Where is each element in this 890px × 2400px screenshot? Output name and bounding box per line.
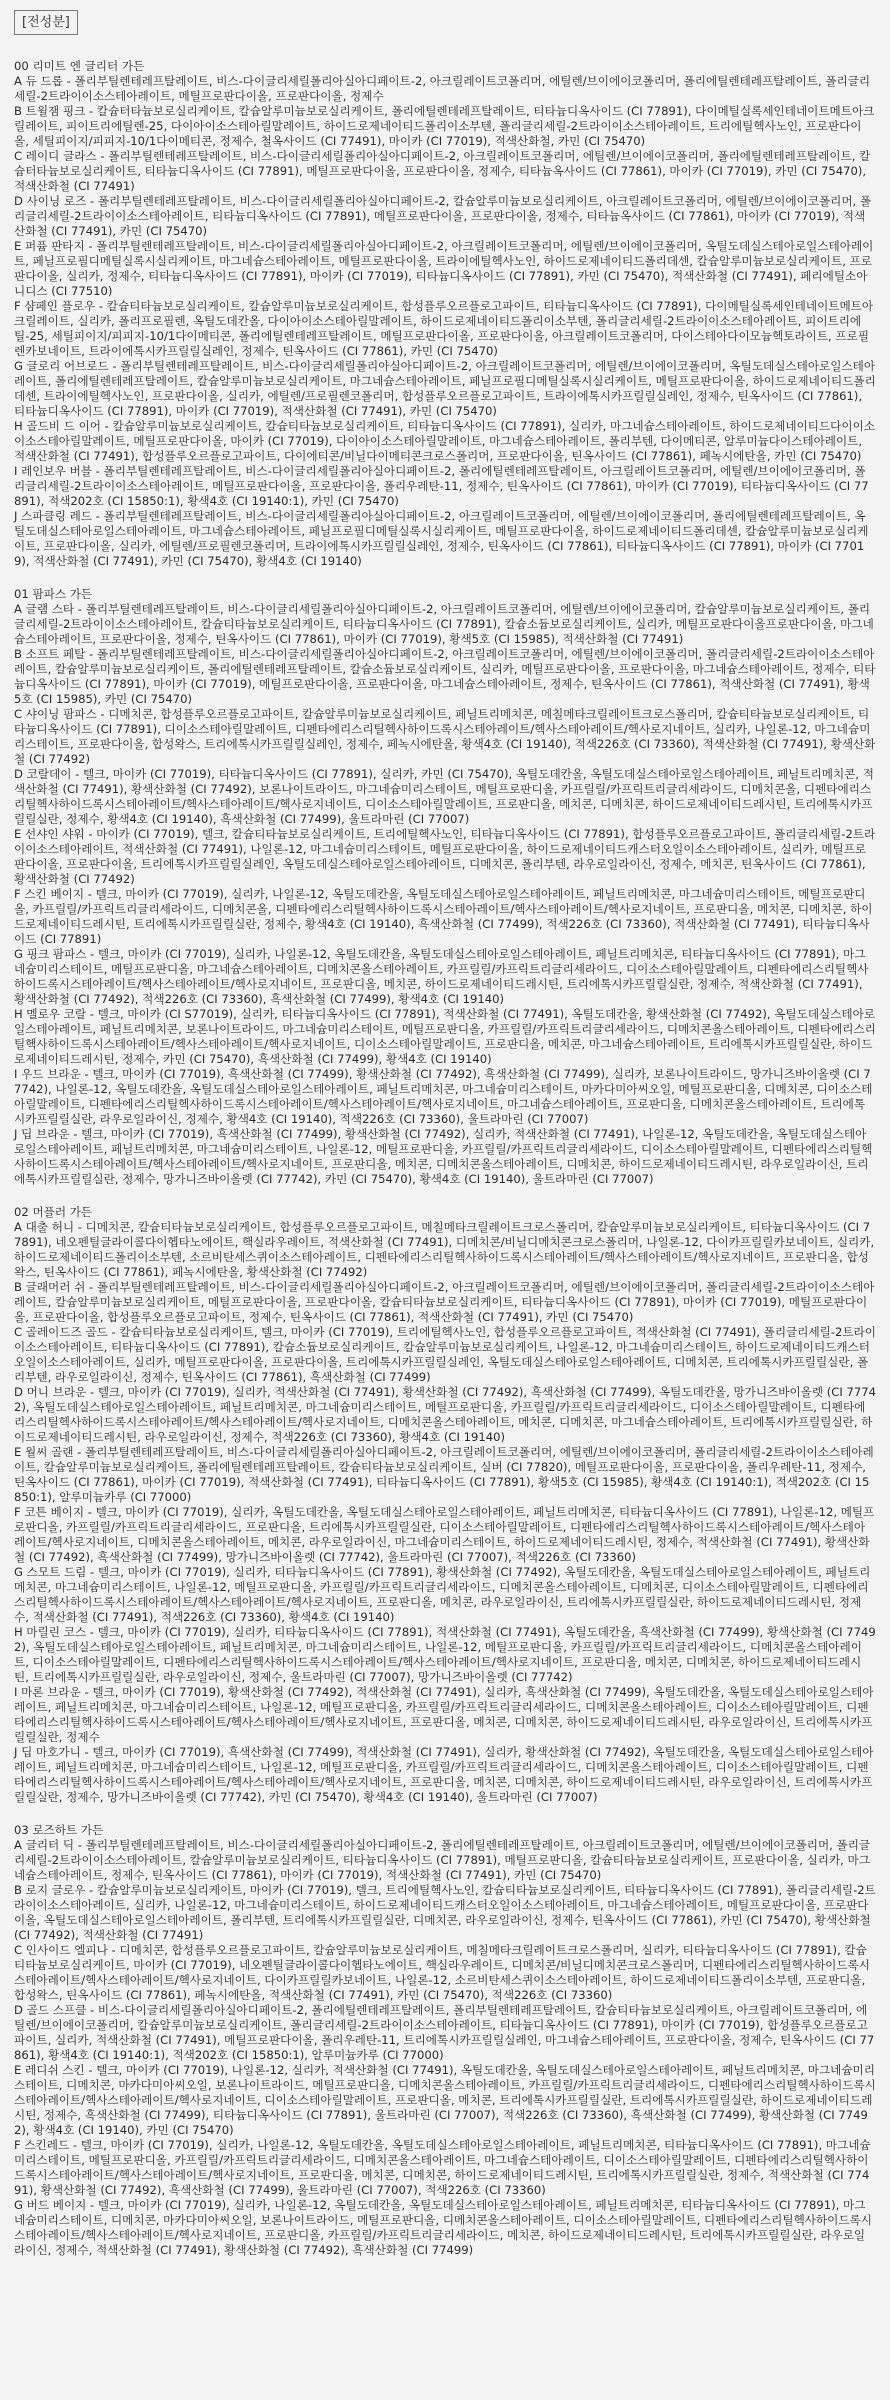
shade-ingredient-list: A 글리터 딕 - 폴리부틸렌테레프탈레이트, 비스-다이글리세릴폴리아실아디페이트-2, 폴리에틸렌테레프탈레이트, 아크릴레이트코폴리머, 에틸렌/브이에이코폴리머, 폴리글리세릴-2트라이이소스테아레이트, 칼슘알루미늄보로실리케이트, 티타늄디옥사이드 (CI 77891), 메틸프로판디올, 칼슘티타늄보로실리케이트, 프로판다이올, 실리카, 마그네슘스테아레이트, 정제수, 틴옥사이드 (CI 77861), 마이카 (CI 77019), 적색산화철 (CI 77491), 카민 (CI 75470) [14, 1838, 871, 1882]
shade-ingredient-list: E 퍼퓸 판타지 - 폴리부틸렌테레프탈레이트, 비스-다이글리세릴폴리아실아디페이트-2, 아크릴레이트코폴리머, 에틸렌/브이에이코폴리머, 옥틸도데실스테아로일스테아레이트, 페닐프로필디메틸실록시실리케이트, 마그네슘스테아레이트, 메틸프로판다이올, 트라이에틸헥사노인, 하이드로제네이티드폴리데센, 칼슘알루미늄보로실리케이트, 프로판다이올, 실리카, 정제수, 티타늄디옥사이드 (CI 77891), 마이카 (CI 77019), 티타늄디옥사이드 (CI 77891), 카민 (CI 75470), 적색산화철 (CI 77491), 페리에틸소아니디스 (CI 77510) [14, 239, 874, 298]
section-title: 03 로즈하트 가든 [14, 1823, 104, 1837]
section-title: 02 머플러 가든 [14, 1205, 93, 1219]
ingredient-section [14, 1823, 876, 2258]
shade-ingredient-list: C 샤이닝 팜파스 - 디메치콘, 합성플루오르플로고파이트, 칼슘알루미늄보로실리케이트, 페닐트리메치콘, 메칠메타크릴레이트크로스폴리머, 칼슘티타늄보로실리케이트, 티타늄디옥사이드 (CI 77891), 디이소스테아릴말레이트, 디펜타에리스리틸헥사하이드록시스테아레이트/헥사스테아레이트/헥사로지네이트, 실리카, 나일론-12, 마그네슘미리스테이트, 프로판다이올, 합성왁스, 트리에톡시카프릴릴실레인, 정제수, 페녹시에탄올, 황색4호 (CI 19140), 적색226호 (CI 73360), 적색산화철 (CI 77491), 황색산화철 (CI 77492) [14, 707, 876, 766]
shade-ingredient-list: E 월씨 골랜 - 폴리부틸렌테레프탈레이트, 비스-다이글리세릴폴리아실아디페이트-2, 아크릴레이트코폴리머, 에틸렌/브이에이코폴리머, 폴리글리세릴-2트라이이소스테아레이트, 칼슘알루미늄보로실리케이트, 폴리에틸렌테레프탈레이트, 칼슘티타늄보로실리케이트, 실버 (CI 77820), 메틸프로판다이올, 프로판다이올, 폴리우레탄-11, 정제수, 틴옥사이드 (CI 77861), 마이카 (CI 77019), 적색산화철 (CI 77491), 티타늄디옥사이드 (CI 77891), 황색5호 (CI 15985), 황색4호 (CI 19140:1), 적색202호 (CI 15850:1), 알루미늄카루 (CI 77000) [14, 1445, 874, 1504]
shade-ingredient-list: I 우드 브라운 - 텔크, 마이카 (CI 77019), 흑색산화철 (CI 77499), 황색산화철 (CI 77492), 흑색산화철 (CI 77499), 실리카, 보론나이트라이드, 망가니즈바이올렛 (CI 77742), 나일론-12, 옥틸도데칸올, 옥틸도데실스테아로일스테아레이트, 페닐트리메치콘, 마그네슘미리스테이트, 마카다미아씨오일, 메틸프로판디올, 디메치콘, 디이소스테아릴말레이트, 디펜타에리스리틸헥사하이드록시스테아레이트/헥사스테아레이트/헥사로지네이트, 마그네슘스테아레이트, 프로판디올, 디메치콘올스테아레이트, 트리에톡시카프릴릴실란, 라우로일라이신, 정제수, 황색4호 (CI 19140), 적색226호 (CI 73360), 울트라마린 (CI 77007) [14, 1067, 873, 1126]
shade-ingredient-list: A 듀 드롭 - 폴리부틸렌테레프탈레이트, 비스-다이글리세릴폴리아실아디페이트-2, 아크릴레이트코폴리머, 에틸렌/브이에이코폴리머, 폴리에틸렌테레프탈레이트, 폴리글리세릴-2트라이이소스테아레이트, 메틸프로판다이올, 프로판다이올, 정제수 [14, 74, 871, 103]
shade-ingredient-list: A 글램 스타 - 폴리부틸렌테레프탈레이트, 비스-다이글리세릴폴리아실아디페이트-2, 아크릴레이트코폴리머, 에틸렌/브이에이코폴리머, 칼슘알루미늄보로실리케이트, 폴리글리세릴-2트라이이소스테아레이트, 칼슘티타늄보로실리케이트, 티타늄디옥사이드 (CI 77891), 칼슘소듐보로실리케이트, 실리카, 메틸프로판다이올프로판다이올, 마그네슘스테아레이트, 프로판다이올, 정제수, 틴옥사이드 (CI 77861), 마이카 (CI 77019), 황색5호 (CI 15985), 적색산화철 (CI 77491) [14, 602, 874, 646]
section-title: 01 팜파스 가든 [14, 587, 93, 601]
shade-ingredient-list: G 핑크 팜파스 - 텔크, 마이카 (CI 77019), 실리카, 나일론-12, 옥틸도데칸올, 옥틸도데실스테아로일스테아레이트, 페닐트리메치콘, 티타늄디옥사이드 (CI 77891), 마그네슘미리스테이트, 메틸프로판디올, 마그네슘스테아레이트, 디메치콘올스테아레이트, 카프릴릴/카프릭트리글리세라이드, 디이소스테아릴말레이트, 디펜타에리스리틸헥사하이드록시스테아레이트/헥사스테아레이트/헥사로지네이트, 프로판디올, 메치콘, 하이드로제네이티드레시틴, 트리에톡시카프릴릴실란, 정제수, 적색산화철 (CI 77491), 황색산화철 (CI 77492), 적색226호 (CI 73360), 흑색산화철 (CI 77499), 황색4호 (CI 19140) [14, 947, 869, 1006]
shade-ingredient-list: H 멜로우 코랄 - 텔크, 마이카 (CI S77019), 실리카, 티타늄디옥사이드 (CI 77891), 적색산화철 (CI 77491), 옥틸도데칸올, 황색산화철 (CI 77492), 옥틸도데실스테아로일스테아레이트, 페닐트리메치콘, 보론나이트라이드, 마그네슘미리스테이트, 메틸프로판디올, 카프릴릴/카프릭트리글리세라이드, 디메치콘올스테아레이트, 디펜타에리스리틸헥사하이드록시스테아레이트/헥사스테아레이트/헥사로지네이트, 디이소스테아릴말레이트, 프로판디올, 메치콘, 마그네슘스테아레이트, 트리에톡시카프릴릴실란, 하이드로제네이티드레시틴, 정제수, 카민 (CI 75470), 흑색산화철 (CI 77499), 황색4호 (CI 19140) [14, 1007, 876, 1066]
shade-ingredient-list: B 글래머러 쉬 - 폴리부틸렌테레프탈레이트, 비스-다이글리세릴폴리아실아디페이트-2, 아크릴레이트코폴리머, 에틸렌/브이에이코폴리머, 폴리글리세릴-2트라이이소스테아레이트, 칼슘알루미늄보로실리케이트, 메틸프로판다이올, 프로판다이올, 칼슘티타늄보로실리케이트, 티타늄디옥사이드 (CI 77891), 마이카 (CI 77019), 메틸프로판다이올, 프로판다이올, 합성플루오르플로고파이트, 정제수, 틴옥사이드 (CI 77861), 적색산화철 (CI 77491), 카민 (CI 75470) [14, 1280, 875, 1324]
shade-ingredient-list: D 사이닝 로즈 - 폴리부틸렌테레프탈레이트, 비스-다이글리세릴폴리아실아디페이트-2, 칼슘알루미늄보로실리케이트, 아크릴레이트코폴리머, 에틸렌/브이에이코폴리머, 폴리글리세릴-2트라이이소스테아레이트, 티타늄디옥사이드 (CI 77891), 메틸프로판다이올, 프로판다이올, 정제수, 티타늄옥사이드 (CI 77861), 마이카 (CI 77019), 적색산화철 (CI 77491), 카민 (CI 75470) [14, 194, 872, 238]
ingredient-section [14, 1205, 876, 1805]
shade-ingredient-list: D 코랄데이 - 텔크, 마이카 (CI 77019), 티타늄디옥사이드 (CI 77891), 실리카, 카민 (CI 75470), 옥틸도데칸올, 옥틸도데실스테아로일스테아레이트, 페닐트리메치콘, 적색산화철 (CI 77491), 황색산화철 (CI 77492), 보론나이트라이드, 마그네슘미리스테이트, 메틸프로판디올, 카프릴릴/카프릭트리글리세라이드, 디메치콘올, 디펜타에리스리틸헥사하이드록시스테아레이트/헥사스테아레이트/헥사로지네이트, 디이소스테아릴말레이트, 프로판디올, 메치콘, 디메치콘, 하이드로제네이티드레시틴, 트리에톡시카프릴릴실란, 정제수, 황색4호 (CI 19140), 흑색산화철 (CI 77499), 울트라마린 (CI 77007) [14, 767, 874, 826]
shade-ingredient-list: F 스킨레드 - 텔크, 마이카 (CI 77019), 실리카, 나일론-12, 옥틸도데칸올, 옥틸도데실스테아로일스테아레이트, 페닐트리메치콘, 티타늄디옥사이드 (CI 77891), 마그네슘미리스테이트, 메틸프로판디올, 카프릴릴/카프릭트리글리세라이드, 디메치콘올스테아레이트, 마그네슘스테아레이트, 디이소스테아릴말레이트, 디펜타에리스리틸헥사하이드록시스테아레이트/헥사스테아레이트/헥사로지네이트, 프로판디올, 메치콘, 디메치콘, 하이드로제네이티드레시틴, 트리에톡시카프릴릴실란, 정제수, 적색산화철 (CI 77491), 황색산화철 (CI 77492), 흑색산화철 (CI 77499), 울트라마린 (CI 77007), 적색226호 (CI 73360) [14, 2138, 871, 2197]
shade-ingredient-list: B 로지 글로우 - 칼슘알루미늄보로실리케이트, 마이카 (CI 77019), 텔크, 트리에틸헥사노인, 칼슘티타늄보로실리케이트, 티타늄디옥사이드 (CI 77891), 폴리글리세릴-2트라이이소스테아레이트, 실리카, 나일론-12, 마그네슘미리스테이트, 하이드로제네이티드캐스터오일이소스테아레이트, 마그네슘스테아레이트, 메틸프로판다이올, 프로판다이올, 옥틸도데실스테아로일스테아레이트, 폴리부텐, 트리에톡시카프릴릴실란, 디메치콘, 라우로일라이신, 정제수, 틴옥사이드 (CI 77861), 카민 (CI 75470), 황색산화철 (CI 77492), 적색산화철 (CI 77491) [14, 1883, 876, 1942]
shade-ingredient-list: A 대출 허니 - 디메치콘, 칼슘티타늄보로실리케이트, 합성플루오르플로고파이트, 메칠메타크릴레이트크로스폴리머, 칼슘알루미늄보로실리케이트, 티타늄디옥사이드 (CI 77891), 네오펜틸글라이콜다이헵타노에이트, 핵실라우레이트, 적색산화철 (CI 77491), 디메치콘/비닐디메치콘크로스폴리머, 나일론-12, 다이카프릴릴카보네이트, 실리카, 하이드로제네이티드폴리이소부텐, 소르비탄세스퀴이소스테아레이트, 디펜타에리스리틸헥사하이드록시스테아레이트/헥사스테아레이트/헥사로지네이트, 프로판디올, 합성왁스, 틴옥사이드 (CI 77861), 페녹시에탄올, 황색산화철 (CI 77492) [14, 1220, 875, 1279]
shade-ingredient-list: C 골레이드즈 골드 - 칼슘티타늄보로실리케이트, 텔크, 마이카 (CI 77019), 트리에틸헥사노인, 합성플루오르플로고파이트, 적색산화철 (CI 77491), 폴리글리세릴-2트라이이소스테아레이트, 티타늄디옥사이드 (CI 77891), 칼슘소듐보로실리케이트, 칼슘알루미늄보로실리케이트, 나일론-12, 마그네슘미리스테이트, 하이드로제네이티드캐스터오일이소스테아레이트, 실리카, 메틸프로판다이올, 프로판다이올, 트리에톡시카프릴릴실레인, 옥틸도데실스테아로일스테아레이트, 디메치콘, 트리에톡시카프릴릴실란, 폴리부텐, 라우로일라이신, 정제수, 틴옥사이드 (CI 77861), 흑색산화철 (CI 77499) [14, 1325, 877, 1384]
ingredient-sections [14, 59, 876, 2258]
ingredients-header: [전성분] [14, 10, 78, 35]
shade-ingredient-list: J 딥 브라운 - 텔크, 마이카 (CI 77019), 흑색산화철 (CI 77499), 황색산화철 (CI 77492), 실리카, 적색산화철 (CI 77491), 나일론-12, 옥틸도데칸올, 옥틸도데실스테아로일스테아레이트, 페닐트리메치콘, 마그네슘미리스테이트, 나일론-12, 메틸프로판디올, 카프릴릴/카프릭트리글리세라이드, 디이소스테아릴말레이트, 디펜타에리스리틸헥사하이드록시스테아레이트/헥사스테아레이트/헥사로지네이트, 프로판디올, 메치콘, 디메치콘올스테아레이트, 디메치콘, 하이드로제네이티드레시틴, 라우로일라이신, 트리에톡시카프릴릴실란, 정제수, 망가니즈바이올렛 (CI 77742), 카민 (CI 75470), 황색4호 (CI 19140), 울트라마린 (CI 77007) [14, 1127, 873, 1186]
shade-ingredient-list: G 버드 베이지 - 텔크, 마이카 (CI 77019), 실리카, 나일론-12, 옥틸도데칸올, 옥틸도데실스테아로일스테아레이트, 페닐트리메치콘, 티타늄디옥사이드 (CI 77891), 마그네슘미리스테이트, 디메치콘, 마카다미아씨오일, 보론나이트라이드, 메틸프로판디올, 디메치콘올스테아레이트, 디이소스테아릴말레이트, 디펜타에리스리틸헥사하이드록시스테아레이트/헥사스테아레이트/헥사로지네이트, 프로판디올, 카프릴릴/카프릭트리글리세라이드, 메치콘, 하이드로제네이티드레시틴, 트리에톡시카프릴릴실란, 라우로일라이신, 정제수, 적색산화철 (CI 77491), 황색산화철 (CI 77492), 흑색산화철 (CI 77499) [14, 2198, 872, 2257]
shade-ingredient-list: J 스파클링 레드 - 폴리부틸렌테레프탈레이트, 비스-다이글리세릴폴리아실아디페이트-2, 아크릴레이트코폴리머, 에틸렌/브이에이코폴리머, 폴리에틸렌테레프탈레이트, 옥틸도데실스테아로일스테아레이트, 마그네슘스테아레이트, 페닐프로필디메틸실록시실리케이트, 메틸프로판다이올, 하이드로제네이티드폴리데센, 칼슘알루미늄보로실리케이트, 프로판다이올, 실리카, 에틸렌/프로필렌코폴리머, 트라이에톡시카프릴릴실레인, 정제수, 틴옥사이드 (CI 77861), 티타늄디옥사이드 (CI 77891), 마이카 (CI 77019), 적색산화철 (CI 77491), 카민 (CI 75470), 황색4호 (CI 19140) [14, 509, 869, 568]
shade-ingredient-list: I 레인보우 버블 - 폴리부틸렌테레프탈레이트, 비스-다이글리세릴폴리아실아디페이트-2, 폴리에틸렌테레프탈레이트, 아크릴레이트코폴리머, 에틸렌/브이에이코폴리머, 폴리글리세릴-2트라이이소스테아레이트, 메틸프로판다이올, 프로판다이올, 폴리우레탄-11, 정제수, 틴옥사이드 (CI 77861), 마이카 (CI 77019), 티타늄디옥사이드 (CI 77891), 적색202호 (CI 15850:1), 황색4호 (CI 19140:1), 카민 (CI 75470) [14, 464, 869, 508]
section-title: 00 리미트 엔 글리터 가든 [14, 59, 145, 73]
shade-ingredient-list: H 골드비 드 이어 - 칼슘알루미늄보로실리케이트, 칼슘티타늄보로실리케이트, 티타늄디옥사이드 (CI 77891), 실리카, 마그네슘스테아레이트, 하이드로제네이티드다이이소이소스테아릴말레이트, 메틸프로판다이올, 마이카 (CI 77019), 다이아이소스테아릴말레이트, 마그네슘스테아레이트, 폴리부텐, 다이메티콘, 알루미늄다이스테아레이트, 적색산화철 (CI 77491), 합성플루오르플로고파이트, 다이에티콘/비닐다이메티콘크로스폴리머, 프로판다이올, 틴옥사이드 (CI 77861), 페녹시에탄올, 카민 (CI 75470) [14, 419, 875, 463]
ingredient-section [14, 587, 876, 1187]
shade-ingredient-list: E 레디쉬 스킨 - 텔크, 마이카 (CI 77019), 나일론-12, 실리카, 적색산화철 (CI 77491), 옥틸도데칸올, 옥틸도데실스테아로일스테아레이트, 페닐트리메치콘, 마그네슘미리스테이트, 디메치콘, 마카다미아씨오일, 보론나이트라이드, 메틸프로판디올, 디메치콘올스테아레이트, 카프릴릴/카프릭트리글리세라이드, 디펜타에리스리틸헥사하이드록시스테아레이트/헥사스테아레이트/헥사로지네이트, 디이소스테아릴말레이트, 프로판디올, 메치콘, 트리에톡시카프릴릴실란, 트리에톡시카프릴릴실란, 하이드로제네이티드레시틴, 정제수, 흑색산화철 (CI 77499), 티타늄디옥사이드 (CI 77891), 울트라마린 (CI 77007), 적색226호 (CI 73360), 흑색산화철 (CI 77499), 황색산화철 (CI 77492), 황색4호 (CI 19140), 카민 (CI 75470) [14, 2063, 876, 2137]
shade-ingredient-list: G 글로리 어브로드 - 폴리부틸렌테레프탈레이트, 비스-다이글리세릴폴리아실아디페이트-2, 아크릴레이트코폴리머, 에틸렌/브이에이코폴리머, 옥틸도데실스테아로일스테아레이트, 폴리에틸렌테레프탈레이트, 칼슘알루미늄보로실리케이트, 마그네슘스테아레이트, 페닐프로필디메틸실록시실리케이트, 메틸프로판다이올, 하이드로제네이티드폴리데센, 트라이에틸헥사노인, 프로판다이올, 실리카, 에틸렌/프로필렌코폴리머, 합성플루오르플로고파이트, 트라이에톡시카프릴릴실레인, 정제수, 틴옥사이드 (CI 77861), 티타늄디옥사이드 (CI 77891), 마이카 (CI 77019), 적색산화철 (CI 77491), 카민 (CI 75470) [14, 359, 876, 418]
shade-ingredient-list: C 인사이드 엘피나 - 디메치콘, 합성플루오르플로고파이트, 칼슘알루미늄보로실리케이트, 메칠메타크릴레이트크로스폴리머, 실리카, 티타늄디옥사이드 (CI 77891), 칼슘티타늄보로실리케이트, 마이카 (CI 77019), 네오펜틸글라이콜다이헵타노에이트, 핵실라우레이트, 디메치콘/비닐디메치콘크로스폴리머, 디펜타에리스리틸헥사하이드록시스테아레이트/헥사스테아레이트/헥사로지네이트, 다이카프릴릴카보네이트, 나일론-12, 소르비탄세스퀴이소스테아레이트, 하이드로제네이티드폴리이소부텐, 프로판디올, 합성왁스, 틴옥사이드 (CI 77861), 페녹시에탄올, 적색산화철 (CI 77491), 카민 (CI 75470), 적색226호 (CI 73360) [14, 1943, 870, 2002]
shade-ingredient-list: D 골드 스프클 - 비스-다이글리세릴폴리아실아디페이트-2, 폴리에틸렌테레프탈레이트, 폴리부틸렌테레프탈레이트, 칼슘티타늄보로실리케이트, 아크릴레이트코폴리머, 에틸렌/브이에이코폴리머, 칼슘알루미늄보로실리케이트, 폴리글리세릴-2트라이이소스테아레이트, 티타늄디옥사이드 (CI 77891), 마이카 (CI 77019), 합성플루오르플로고파이트, 실리카, 적색산화철 (CI 77491), 메틸프로판다이올, 폴리우레탄-11, 트리에톡시카프릴릴실레인, 마그네슘스테아레이트, 프로판다이올, 정제수, 틴옥사이드 (CI 77861), 황색4호 (CI 19140:1), 적색202호 (CI 15850:1), 알루미늄카루 (CI 77000) [14, 2003, 875, 2062]
shade-ingredient-list: H 마릴린 코스 - 텔크, 마이카 (CI 77019), 실리카, 티타늄디옥사이드 (CI 77891), 적색산화철 (CI 77491), 옥틸도데칸올, 흑색산화철 (CI 77499), 황색산화철 (CI 77492), 옥틸도데실스테아로일스테아레이트, 페닐트리메치콘, 마그네슘미리스테이트, 나일론-12, 메틸프로판디올, 카프릴릴/카프릭트리글리세라이드, 디메치콘올스테아레이트, 디이소스테아릴말레이트, 디펜타에리스리틸헥사하이드록시스테아레이트/헥사스테아레이트/헥사로지네이트, 프로판디올, 메치콘, 디메치콘, 하이드로제네이티드레시틴, 트리에톡시카프릴릴실란, 라우로일라이신, 정제수, 울트라마린 (CI 77007), 망가니즈바이올렛 (CI 77742) [14, 1625, 876, 1684]
shade-ingredient-list: B 트윌잼 핑크 - 칼슘터타늄보로실리케이트, 칼슘알루미늄보로실리케이트, 폴리에틸렌테레프탈레이트, 티타늄디옥사이드 (CI 77891), 다이메틸실록세인테네이트메트아크릴레이트, 피이트리에틸렌-25, 다이아이소스테아릴말레이트, 하이드로제네이티드폴리이소부텐, 폴리글리세릴-2트라이이소스테아레이트, 트리에틸헥사노인, 프로판다이올, 세틸피이지/피피지-10/1다이메티콘, 정제수, 철옥사이드 (CI 77491), 마이카 (CI 77019), 적색산화철, 카민 (CI 75470) [14, 104, 875, 148]
shade-ingredient-list: G 스모트 드림 - 텔크, 마이카 (CI 77019), 실리카, 티타늄디옥사이드 (CI 77891), 황색산화철 (CI 77492), 옥틸도데칸올, 옥틸도데실스테아로일스테아레이트, 페닐트리메치콘, 마그네슘미리스테이트, 나일론-12, 메틸프로판디올, 카프릴릴/카프릭트리글리세라이드, 디메치콘올스테아레이트, 디메치콘, 디이소스테아릴말레이트, 디펜타에리스리틸헥사하이드록시스테아레이트/헥사스테아레이트/헥사로지네이트, 프로판디올, 메치콘, 라우로일라이신, 트리에톡시카프릴릴실란, 하이드로제네이티드레시틴, 정제수, 적색산화철 (CI 77491), 적색226호 (CI 73360), 황색4호 (CI 19140) [14, 1565, 871, 1624]
shade-ingredient-list: J 딥 마호가니 - 텔크, 마이카 (CI 77019), 흑색산화철 (CI 77499), 적색산화철 (CI 77491), 실리카, 황색산화철 (CI 77492), 옥틸도데칸올, 옥틸도데실스테아로일스테아레이트, 페닐트리메치콘, 마그네슘미리스테이트, 나일론-12, 메틸프로판디올, 카프릴릴/카프릭트리글리세라이드, 디메치콘올스테아레이트, 디이소스테아릴말레이트, 디펜타에리스리틸헥사하이드록시스테아레이트/헥사스테아레이트/헥사로지네이트, 프로판디올, 메치콘, 디메치콘, 하이드로제네이티드레시틴, 라우로일라이신, 트리에톡시카프릴릴실란, 정제수, 망가니즈바이올렛 (CI 77742), 카민 (CI 75470), 황색4호 (CI 19140), 울트라마린 (CI 77007) [14, 1745, 874, 1804]
shade-ingredient-list: F 스킨 베이지 - 텔크, 마이카 (CI 77019), 실리카, 나일론-12, 옥틸도데칸올, 옥틸도데실스테아로일스테아레이트, 페닐트리메치콘, 마그네슘미리스테이트, 메틸프로판디올, 카프릴릴/카프릭트리글리세라이드, 디메치콘올, 디펜타에리스리틸헥사하이드록시스테아레이트/헥사스테아레이트/헥사로지네이트, 프로판디올, 메치콘, 디메치콘, 하이드로제네이티드레시틴, 트리에톡시카프릴릴실란, 정제수, 황색4호 (CI 19140), 흑색산화철 (CI 77499), 적색226호 (CI 73360), 적색산화철 (CI 77491), 티타늄디옥사이드 (CI 77891) [14, 887, 873, 946]
shade-ingredient-list: F 코튼 베이지 - 텔크, 마이카 (CI 77019), 실리카, 옥틸도데칸올, 옥틸도데실스테아로일스테아레이트, 페닐트리메치콘, 티타늄디옥사이드 (CI 77891), 나일론-12, 메틸프로판디올, 카프릴릴/카프릭트리글리세라이드, 프로판디올, 트리에톡시카프릴릴실란, 디이소스테아릴말레이트, 디펜타에리스리틸헥사하이드록시스테아레이트/헥사스테아레이트/헥사로지네이트, 디메치콘올스테아레이트, 메치콘, 라우로일라이신, 마그네슘미리스테이트, 하이드로제네이티드레시틴, 정제수, 적색산화철 (CI 77491), 황색산화철 (CI 77492), 흑색산화철 (CI 77499), 망가니즈바이올렛 (CI 77742), 울트라마린 (CI 77007), 적색226호 (CI 73360) [14, 1505, 875, 1564]
shade-ingredient-list: D 머니 브라운 - 텔크, 마이카 (CI 77019), 실리카, 적색산화철 (CI 77491), 황색산화철 (CI 77492), 흑색산화철 (CI 77499), 옥틸도데칸올, 망가니즈바이올렛 (CI 77742), 옥틸도데실스테아로일스테아레이트, 페닐트리메치콘, 마그네슘미리스테이트, 메틸프로판디올, 카프릴릴/카프릭트리글리세라이드, 디이소스테아릴말레이트, 디펜타에리스리틸헥사하이드록시스테아레이트/헥사스테아레이트/헥사로지네이트, 디메치콘올스테아레이트, 메치콘, 디메치콘, 마그네슘스테아레이트, 트리에톡시카프릴릴실란, 하이드로제네이티드레시틴, 라우로일라이신, 정제수, 적색226호 (CI 73360), 황색4호 (CI 19140) [14, 1385, 876, 1444]
ingredient-section [14, 59, 876, 569]
shade-ingredient-list: E 선샤인 샤워 - 마이카 (CI 77019), 텔크, 칼슘티타늄보로실리케이트, 트리에틸헥사노인, 티타늄디옥사이드 (CI 77891), 합성플루오르플로고파이트, 폴리글리세릴-2트라이이소스테아레이트, 적색산화철 (CI 77491), 나일론-12, 마그네슘미리스테이트, 메틸프로판다이올, 하이드로제네이티드캐스터오일이소스테아레이트, 실리카, 메틸프로판다이올, 프로판다이올, 트리에톡시카프릴릴실레인, 옥틸도데실스테아로일스테아레이트, 디메치콘, 폴리부텐, 라우로일라이신, 정제수, 메치콘, 틴옥사이드 (CI 77861), 황색산화철 (CI 77492) [14, 827, 876, 886]
shade-ingredient-list: F 샴페인 플로우 - 칼슘티타늄보로실리케이트, 칼슘알루미늄보로실리케이트, 합성플루오르플로고파이트, 티타늄디옥사이드 (CI 77891), 다이메틸실록세인테네이트메트아크릴레이트, 실리카, 폴리프로필렌, 옥틸도데칸올, 다이아이소스테아릴말레이트, 하이드로제네이티드폴리이소부텐, 폴리글리세릴-2트라이이소스테아레이트, 피이트리에틸-25, 세틸피이지/피피지-10/1다이메티콘, 폴리에틸렌테레프탈레이트, 메틸프로판다이올, 프로판다이올, 아크릴레이트코폴리머, 다이스테아다이모늄헥토라이트, 프로필렌카보네이트, 트라이에톡시카프릴릴실레인, 정제수, 틴옥사이드 (CI 77861), 카민 (CI 75470) [14, 299, 874, 358]
shade-ingredient-list: C 레이디 글라스 - 폴리부틸렌테레프탈레이트, 비스-다이글리세릴폴리아실아디페이트-2, 아크릴레이트코폴리머, 에틸렌/브이에이코폴리머, 폴리에틸렌테레프탈레이트, 칼슘터타늄보로실리케이트, 티타늄디옥사이드 (CI 77891), 메틸프로판다이올, 프로판다이올, 정제수, 티타늄옥사이드 (CI 77861), 마이카 (CI 77019), 카민 (CI 75470), 적색산화철 (CI 77491) [14, 149, 871, 193]
shade-ingredient-list: I 마론 브라운 - 텔크, 마이카 (CI 77019), 황색산화철 (CI 77492), 적색산화철 (CI 77491), 실리카, 흑색산화철 (CI 77499), 옥틸도데칸올, 옥틸도데실스테아로일스테아레이트, 페닐트리메치콘, 마그네슘미리스테이트, 나일론-12, 메틸프로판디올, 카프릴릴/카프릭트리글리세라이드, 디메치콘올스테아레이트, 디이소스테아릴말레이트, 디펜타에리스리틸헥사하이드록시스테아레이트/헥사스테아레이트/헥사로지네이트, 프로판디올, 메치콘, 디메치콘, 하이드로제네이티드레시틴, 라우로일라이신, 트리에톡시카프릴릴실란, 정제수 [14, 1685, 874, 1744]
shade-ingredient-list: B 소프트 페탈 - 폴리부틸렌테레프탈레이트, 비스-다이글리세릴폴리아실아디페이트-2, 아크릴레이트코폴리머, 에틸렌/브이에이코폴리머, 폴리글리세릴-2트라이이소스테아레이트, 칼슘알루미늄보로실리케이트, 폴리에틸렌테레프탈레이트, 칼슘소듐보로실리케이트, 실리카, 메틸프로판다이올, 프로판다이올, 마그네슘스테아레이트, 정제수, 티타늄디옥사이드 (CI 77891), 마이카 (CI 77019), 메틸프로판다이올, 프로판다이올, 마그네슘스테아레이트, 정제수, 틴옥사이드 (CI 77861), 적색산화철 (CI 77491), 황색5호 (CI 15985), 카민 (CI 75470) [14, 647, 876, 706]
